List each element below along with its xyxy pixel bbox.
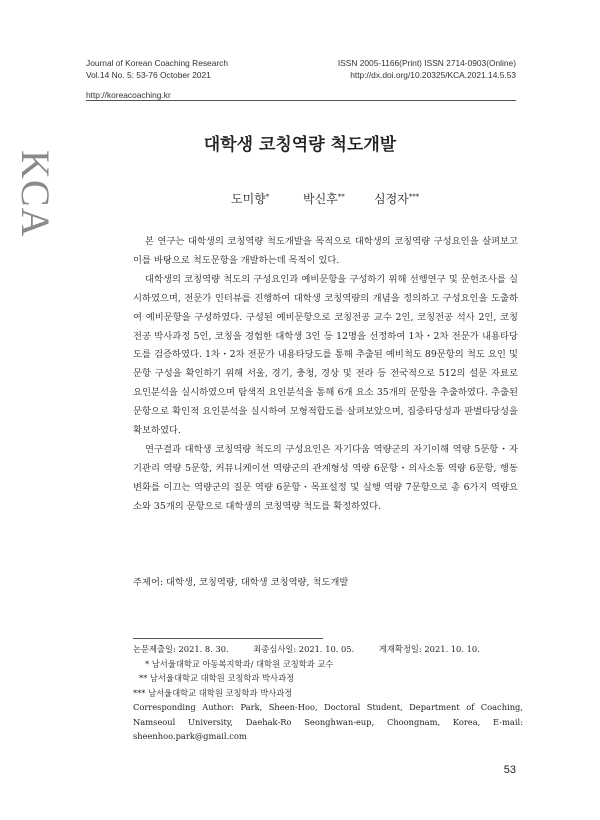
received-date: 논문제출일: 2021. 8. 30.: [133, 644, 229, 654]
volume-info: Vol.14 No. 5: 53-76 October 2021: [86, 70, 211, 80]
submission-dates: [133, 642, 523, 657]
affiliation-2: ** 남서울대학교 대학원 코칭학과 박사과정: [139, 673, 295, 683]
affiliation-1: * 남서울대학교 아동복지학과/ 대학원 코칭학과 교수: [145, 658, 334, 669]
abstract-paragraph-1: 본 연구는 대학생의 코칭역량 척도개발을 목적으로 대학생의 코칭역량 구성요인을 살펴보고 이를 바탕으로 척도문항을 개발하는데 목적이 있다.: [133, 236, 518, 266]
paper-title: 대학생 코칭역량 척도개발: [203, 135, 397, 155]
abstract-paragraph-2: 대학생의 코칭역량 척도의 구성요인과 예비문항을 구성하기 위해 선행연구 및 문헌조사를 실시하였으며, 전문가 인터뷰를 진행하여 대학생 코칭역량의 개념을 정의하고 구성요인을 도출하여 예비문항을 구성하였다. 구성된 예비문항으로 코칭전공 교수 2인, 코칭전공 석사 2인, 코칭전공 박사과정 5인, 코칭을 경험한 대학생 3인 등 12명을 선정하여 1차・2차 전문가 내용타당도를 검증하였다. 1차・2차 전문가 내용타당도를 통해 추출된 예비척도 89문항의 척도 요인 및 문항 구성을 확인하기 위해 서울, 경기, 충청, 경상 및 전라 등 전국적으로 512의 설문 자료로 요인분석을 실시하였으며 탐색적 요인분석을 통해 6개 요소 35개의 문항을 추출하였다. 추출된 문항으로 확인적 요인분석을 실시하여 모형적합도를 살펴보았으며, 집중타당성과 판별타당성을 확보하였다.: [133, 273, 518, 437]
accepted-date: 게재확정일: 2021. 10. 10.: [378, 644, 480, 654]
kca-logo: KCA: [13, 150, 58, 238]
corresponding-author: Corresponding Author: Park, Sheen-Hoo, Doctoral Student, Department of Coaching, Namseoul University, Daehak-Ro Seonghwan-eup, Choongnam, Korea, E-mail: sheenhoo.park@gmail.com: [133, 702, 523, 741]
page-number: 53: [503, 764, 516, 776]
author-1: 도미향*: [231, 192, 270, 206]
doi-link[interactable]: http://dx.doi.org/10.20325/KCA.2021.14.5.53: [350, 70, 516, 80]
author-2: 박신후**: [303, 192, 345, 206]
journal-header: [86, 57, 228, 81]
abstract: [133, 233, 518, 517]
affiliation-3: *** 남서울대학교 대학원 코칭학과 박사과정: [133, 687, 293, 698]
header-divider: [86, 100, 516, 101]
issn-info: ISSN 2005-1166(Print) ISSN 2714-0903(Online): [337, 58, 516, 68]
footnotes: [133, 642, 523, 744]
journal-name: Journal of Korean Coaching Research: [86, 58, 228, 68]
issn-header: [338, 57, 516, 81]
abstract-paragraph-3: 연구결과 대학생 코칭역량 척도의 구성요인은 자기다움 역량군의 자기이해 역량 5문항・자기관리 역량 5문항, 커뮤니케이션 역량군의 관계형성 역량 6문항・의사소통 역량 6문항, 행동변화를 이끄는 역량군의 질문 역량 6문항・목표설정 및 실행 역량 7문항으로 총 6가지 역량요소와 35개의 문항으로 대학생의 코칭역량 척도를 확정하였다.: [133, 443, 518, 512]
author-3: 심정자***: [374, 192, 420, 206]
review-date: 최종심사일: 2021. 10. 05.: [253, 644, 355, 654]
keywords: 주제어: 대학생, 코칭역량, 대학생 코칭역량, 척도개발: [133, 577, 349, 588]
website-link[interactable]: http://koreacoaching.kr: [86, 90, 171, 100]
footnote-divider: [133, 638, 323, 639]
